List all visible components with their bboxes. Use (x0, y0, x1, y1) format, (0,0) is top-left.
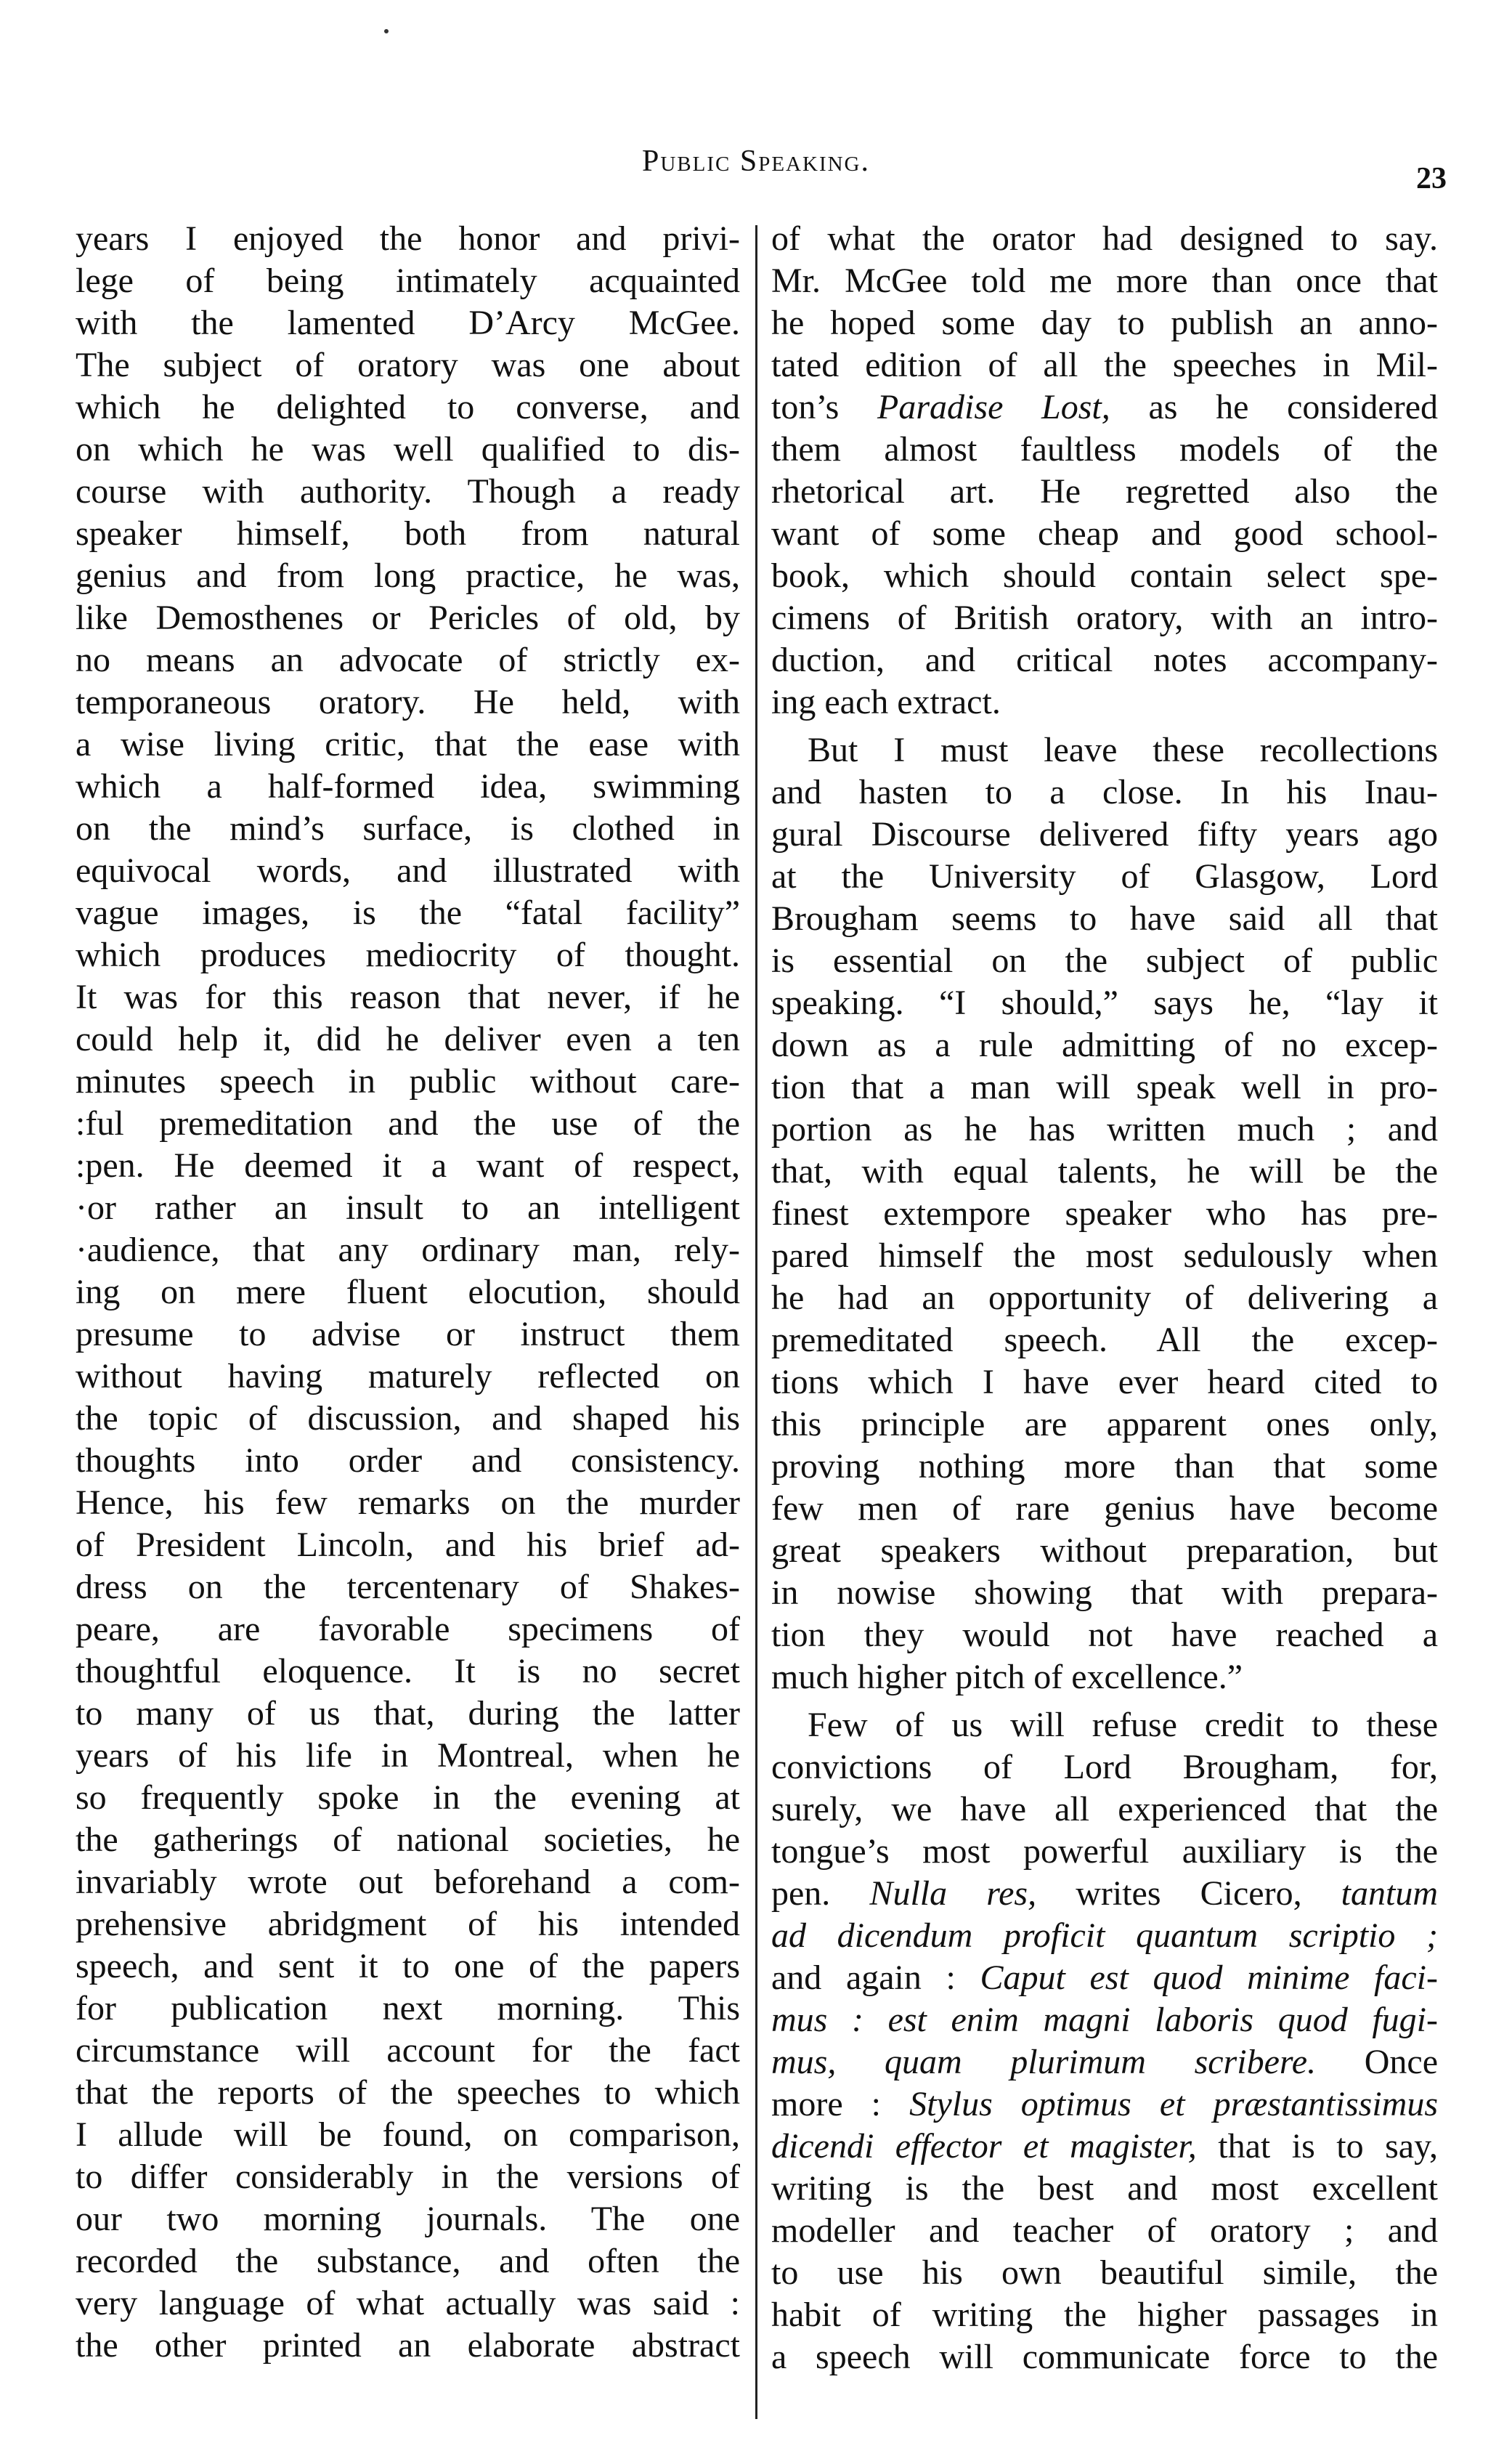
text-line: that the reports of the speeches to which (76, 2073, 740, 2112)
latin-quote: Stylus optimus et præstantissimus (909, 2085, 1439, 2123)
text-run: ton’s (771, 388, 878, 426)
text-line: :ful premeditation and the use of the (76, 1104, 740, 1143)
text-line: in nowise showing that with prepara- (771, 1573, 1438, 1612)
text-line: Hence, his few remarks on the murder (76, 1483, 740, 1522)
text-line: that, with equal talents, he will be the (771, 1152, 1438, 1191)
text-line: no means an advocate of strictly ex- (76, 641, 740, 679)
text-line (771, 2083, 1438, 2126)
text-line: surely, we have all experienced that the (771, 1790, 1438, 1828)
text-line: great speakers without preparation, but (771, 1531, 1438, 1570)
text-line: portion as he has written much ; and (771, 1110, 1438, 1148)
text-line: Brougham seems to have said all that (771, 899, 1438, 938)
ink-speck (384, 29, 389, 33)
text-line: of President Lincoln, and his brief ad- (76, 1526, 740, 1564)
text-line: which produces mediocrity of thought. (76, 936, 740, 974)
latin-quote: mus : est enim magni laboris quod fugi- (771, 2001, 1438, 2039)
text-line: :pen. He deemed it a want of respect, (76, 1146, 740, 1185)
text-line: Few of us will refuse credit to these (808, 1706, 1438, 1744)
text-line: with the lamented D’Arcy McGee. (76, 304, 740, 342)
text-line (771, 1957, 1438, 1999)
text-line: dress on the tercentenary of Shakes- (76, 1568, 740, 1606)
text-line: which he delighted to converse, and (76, 388, 740, 426)
text-line: temporaneous oratory. He held, with (76, 683, 740, 721)
text-line: years of his life in Montreal, when he (76, 1736, 740, 1775)
text-line (771, 1915, 1438, 1957)
text-line: without having maturely reflected on (76, 1357, 740, 1395)
text-line: tion that a man will speak well in pro- (771, 1068, 1438, 1106)
text-line: premeditated speech. All the excep- (771, 1321, 1438, 1359)
left-column (76, 218, 740, 2367)
text-line: much higher pitch of excellence.” (771, 1658, 1243, 1696)
text-line: equivocal words, and illustrated with (76, 851, 740, 890)
text-line: very language of what actually was said : (76, 2284, 740, 2322)
text-line: pared himself the most sedulously when (771, 1236, 1438, 1275)
text-line: them almost faultless models of the (771, 430, 1438, 469)
text-line: of what the orator had designed to say. (771, 219, 1438, 258)
text-line: for publication next morning. This (76, 1989, 740, 2027)
text-line: the other printed an elaborate abstract (76, 2326, 740, 2365)
text-line: ing on mere fluent elocution, should (76, 1273, 740, 1311)
text-line: down as a rule admitting of no excep- (771, 1026, 1438, 1064)
text-run: and again : (771, 1958, 980, 1997)
text-line: duction, and critical notes accompany- (771, 641, 1438, 679)
text-line: thoughtful eloquence. It is no secret (76, 1652, 740, 1690)
latin-quote: ad dicendum proficit quantum scriptio ; (771, 1916, 1438, 1955)
text-line: he hoped some day to publish an anno- (771, 304, 1438, 342)
text-line: thoughts into order and consistency. (76, 1441, 740, 1480)
latin-quote: Caput est quod minime faci- (980, 1958, 1439, 1997)
latin-quote: mus, quam plurimum scribere. (771, 2043, 1317, 2081)
text-line: book, which should contain select spe- (771, 556, 1438, 595)
text-line: course with authority. Though a ready (76, 472, 740, 511)
text-line: peare, are favorable specimens of (76, 1610, 740, 1648)
text-line (771, 1873, 1438, 1915)
italic-title: Paradise Lost, (877, 388, 1110, 426)
paragraph-gap (771, 1698, 1438, 1704)
text-run: Once (1316, 2043, 1438, 2081)
text-line: modeller and teacher of oratory ; and (771, 2211, 1438, 2250)
text-line: the topic of discussion, and shaped his (76, 1399, 740, 1438)
text-line (771, 1999, 1438, 2041)
text-line: tion they would not have reached a (771, 1616, 1438, 1654)
text-line (771, 386, 1438, 429)
text-line: finest extempore speaker who has pre- (771, 1194, 1438, 1233)
text-line: on the mind’s surface, is clothed in (76, 809, 740, 848)
text-line: speaking. “I should,” says he, “lay it (771, 984, 1438, 1022)
text-line: writing is the best and most excellent (771, 2169, 1438, 2208)
text-line: I allude will be found, on comparison, (76, 2115, 740, 2154)
text-line: presume to advise or instruct them (76, 1315, 740, 1353)
text-line: on which he was well qualified to dis- (76, 430, 740, 469)
text-line: invariably wrote out beforehand a com- (76, 1863, 740, 1901)
paragraph-gap (771, 724, 1438, 729)
text-line: minutes speech in public without care- (76, 1062, 740, 1101)
text-line: speech, and sent it to one of the papers (76, 1947, 740, 1985)
text-line: like Demosthenes or Pericles of old, by (76, 599, 740, 637)
text-line: convictions of Lord Brougham, for, (771, 1748, 1438, 1786)
text-line: genius and from long practice, he was, (76, 556, 740, 595)
text-line: years I enjoyed the honor and privi- (76, 219, 740, 258)
text-run: more : (771, 2085, 910, 2123)
text-line: The subject of oratory was one about (76, 346, 740, 384)
text-line: and hasten to a close. In his Inau- (771, 773, 1438, 811)
text-line: could help it, did he deliver even a ten (76, 1020, 740, 1058)
latin-quote: Nulla res, (869, 1874, 1037, 1913)
text-line: prehensive abridgment of his intended (76, 1905, 740, 1943)
text-line: cimens of British oratory, with an intro- (771, 599, 1438, 637)
text-line: Mr. McGee told me more than once that (771, 262, 1438, 300)
text-line (771, 2126, 1438, 2168)
text-line: lege of being intimately acquainted (76, 262, 740, 300)
text-line: our two morning journals. The one (76, 2200, 740, 2238)
running-head: Public Speaking. (642, 145, 870, 178)
text-line: ·or rather an insult to an intelligent (76, 1188, 740, 1227)
text-line: But I must leave these recollections (808, 731, 1438, 769)
text-line: he had an opportunity of delivering a (771, 1279, 1438, 1317)
text-run: pen. (771, 1874, 870, 1913)
text-line: this principle are apparent ones only, (771, 1405, 1438, 1443)
text-line: the gatherings of national societies, he (76, 1820, 740, 1859)
text-line: to differ considerably in the versions of (76, 2158, 740, 2196)
text-line: few men of rare genius have become (771, 1489, 1438, 1528)
text-run: that is to say, (1196, 2127, 1438, 2166)
text-line: tions which I have ever heard cited to (771, 1363, 1438, 1401)
text-line: is essential on the subject of public (771, 941, 1438, 980)
text-line: ·audience, that any ordinary man, rely- (76, 1231, 740, 1269)
text-line: It was for this reason that never, if he (76, 978, 740, 1016)
text-line: gural Discourse delivered fifty years ago (771, 815, 1438, 854)
text-line: at the University of Glasgow, Lord (771, 857, 1438, 896)
text-line: ing each extract. (771, 683, 1001, 721)
text-line: a wise living critic, that the ease with (76, 725, 740, 763)
right-column (771, 218, 1438, 2378)
text-line: recorded the substance, and often the (76, 2242, 740, 2280)
text-line: speaker himself, both from natural (76, 514, 740, 553)
text-line: vague images, is the “fatal facility” (76, 894, 740, 932)
text-line: so frequently spoke in the evening at (76, 1778, 740, 1817)
page-number: 23 (1416, 162, 1447, 195)
text-line: to use his own beautiful simile, the (771, 2253, 1438, 2292)
latin-quote: dicendi effector et magister, (771, 2127, 1197, 2166)
text-line: which a half-formed idea, swimming (76, 767, 740, 806)
latin-quote: tantum (1341, 1874, 1439, 1913)
text-line: tongue’s most powerful auxiliary is the (771, 1832, 1438, 1871)
text-line: circumstance will account for the fact (76, 2031, 740, 2070)
text-line (771, 2041, 1438, 2083)
text-run: writes Cicero, (1036, 1874, 1341, 1913)
text-line: want of some cheap and good school- (771, 514, 1438, 553)
text-line: a speech will communicate force to the (771, 2338, 1438, 2376)
column-rule (755, 225, 757, 2419)
text-line: rhetorical art. He regretted also the (771, 472, 1438, 511)
text-line: proving nothing more than that some (771, 1447, 1438, 1486)
text-line: tated edition of all the speeches in Mil- (771, 346, 1438, 384)
text-line: to many of us that, during the latter (76, 1694, 740, 1733)
text-line: habit of writing the higher passages in (771, 2296, 1438, 2334)
text-run: as he considered (1110, 388, 1439, 426)
